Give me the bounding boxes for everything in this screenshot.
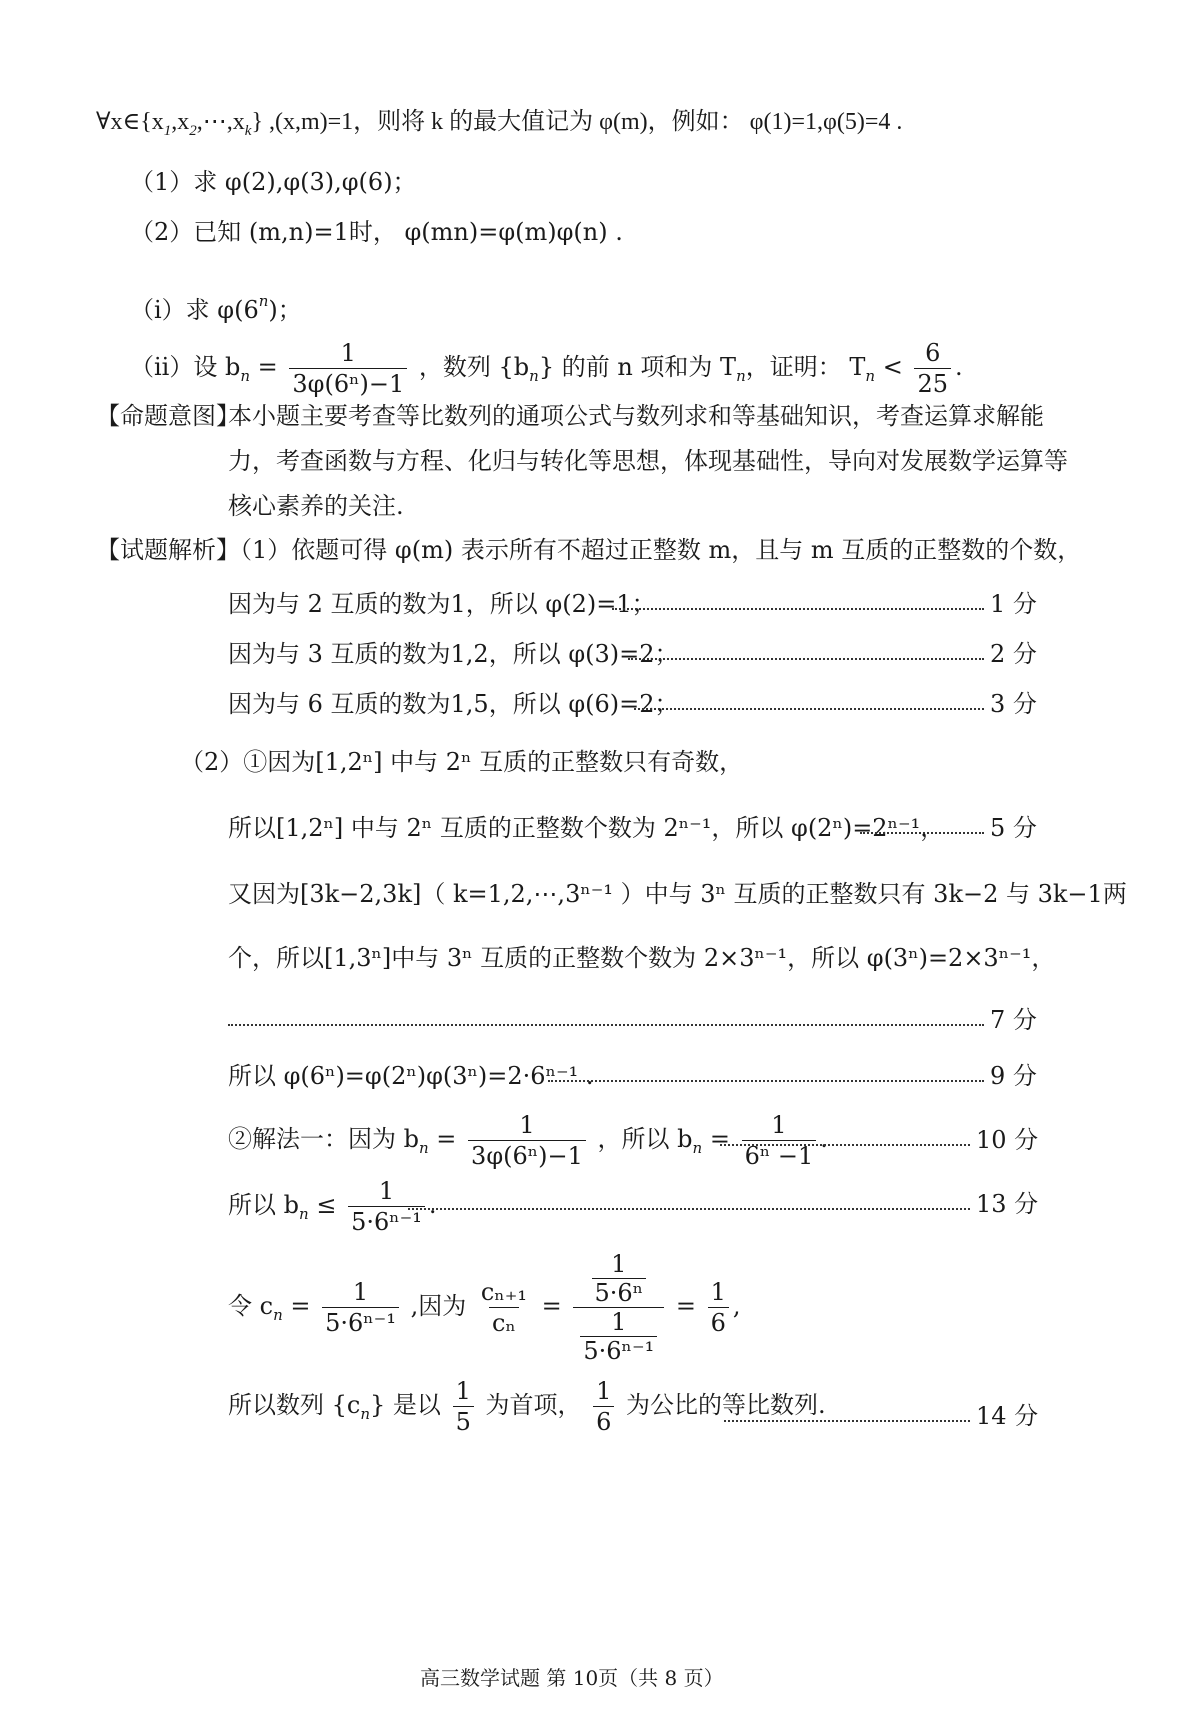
dots-2 <box>628 658 984 660</box>
step-6: 又因为[3k−2,3k]（ k=1,2,⋯,3ⁿ⁻¹ ）中与 3ⁿ 互质的正整数只有 3k−2 与 3k−1两 <box>228 880 1127 908</box>
step-c: 令 $c_n$ = $\frac{1}{\text{5·6ⁿ⁻¹}}$ ,因为 $\frac{\text{cₙ₊₁}}{\text{cₙ}}$ = $\frac{\frac{1}{\text{5·6ⁿ}}}{\frac{1}{\text{5·6ⁿ⁻¹}}}$ = $\frac{1}{6}$ , <box>228 1250 741 1365</box>
s14-text-d: 为公比的等比数列. <box>626 1391 826 1419</box>
question-1: （1）求 φ(2),φ(3),φ(6)； <box>130 168 417 196</box>
s14-fraction-2: $\frac{1}{6}$ <box>593 1376 614 1437</box>
q2ii-text-d: ，证明： T <box>745 353 866 381</box>
score-14: 14 分 <box>976 1402 1039 1430</box>
s10-fraction-2: $\frac{1}{\text{6ⁿ −1}}$ <box>742 1110 817 1171</box>
q2ii-text-e: < <box>882 353 903 381</box>
page-footer: 高三数学试题 第 10页（共 8 页） <box>420 1666 724 1690</box>
dots-7 <box>228 1024 984 1026</box>
score-9: 9 分 <box>990 1062 1037 1090</box>
dots-1 <box>612 608 984 610</box>
step-4: （2）①因为[1,2ⁿ] 中与 2ⁿ 互质的正整数只有奇数， <box>180 748 744 776</box>
intent-line-2: 力，考查函数与方程、化归与转化等思想，体现基础性，导向对发展数学运算等 <box>228 447 1068 475</box>
s13-fraction: $\frac{1}{\text{5·6ⁿ⁻¹}}$ <box>348 1176 425 1237</box>
intro-text-b: ,(x,m)=1，则将 k 的最大值记为 φ(m)，例如： φ(1)=1,φ(5)=4 . <box>268 109 903 135</box>
q2ii-fraction-2: $\frac{6}{25}$ <box>914 338 951 399</box>
score-7: 7 分 <box>990 1006 1037 1034</box>
q2i-text-a: （i）求 φ(6 <box>130 296 259 324</box>
step-3: 因为与 6 互质的数为1,5，所以 φ(6)=2； <box>228 690 679 718</box>
analysis-line-1: （1）依题可得 φ(m) 表示所有不超过正整数 m，且与 m 互质的正整数的个数， <box>228 536 1082 564</box>
dots-14 <box>724 1420 970 1422</box>
dots-13 <box>408 1208 970 1210</box>
step-5: 所以[1,2ⁿ] 中与 2ⁿ 互质的正整数个数为 2ⁿ⁻¹，所以 φ(2ⁿ)=2ⁿ⁻¹， <box>228 814 945 842</box>
score-5: 5 分 <box>990 814 1037 842</box>
c-nested-fraction: $\frac{\frac{1}{\text{5·6ⁿ}}}{\frac{1}{\text{5·6ⁿ⁻¹}}}$ <box>573 1250 664 1365</box>
q2ii-text-a: （ii）设 b <box>130 353 241 381</box>
step-2: 因为与 3 互质的数为1,2，所以 φ(3)=2； <box>228 640 679 668</box>
s10-fraction: $\frac{1}{\text{3φ(6ⁿ)−1}}$ <box>468 1110 586 1171</box>
q2ii-text-c: } 的前 n 项和为 T <box>538 353 737 381</box>
intent-label: 【命题意图】 <box>96 402 240 430</box>
step-10: ②解法一：因为 $b_n$ = $\frac{1}{\text{3φ(6ⁿ)−1}}$ ，所以 $b_n$ = $\frac{1}{\text{6ⁿ −1}}$ . <box>228 1111 828 1170</box>
c-ratio-fraction: $\frac{\text{cₙ₊₁}}{\text{cₙ}}$ <box>480 1278 528 1337</box>
dots-9 <box>548 1080 984 1082</box>
step-1: 因为与 2 互质的数为1，所以 φ(2)=1； <box>228 590 656 618</box>
question-2-ii: （ii）设 $b_n$ = $\frac{1}{\text{3φ(6ⁿ)−1}}$ ，数列 $\{b_n\}$ 的前 n 项和为 $T_n$，证明： $T_n$ < $\frac{6}{25}$ . <box>130 339 963 398</box>
q2ii-fraction: $\frac{1}{\text{3φ(6ⁿ)−1}}$ <box>289 338 407 399</box>
intro-line: $\forall x\in\{x_1,x_2,\cdots,x_k\}$ ,(x,m)=1，则将 k 的最大值记为 φ(m)，例如： φ(1)=1,φ(5)=4 . <box>96 109 903 139</box>
analysis-label: 【试题解析】 <box>96 536 240 564</box>
s14-text-c: 为首项， <box>485 1391 582 1419</box>
step-13: 所以 $b_n$ ≤ $\frac{1}{\text{5·6ⁿ⁻¹}}$ . <box>228 1177 437 1236</box>
s14-text-a: 所以数列 {c <box>228 1391 361 1419</box>
score-1: 1 分 <box>990 590 1037 618</box>
score-10: 10 分 <box>976 1126 1039 1154</box>
s14-fraction: $\frac{1}{5}$ <box>453 1376 474 1437</box>
dots-10 <box>720 1144 970 1146</box>
intro-text-a: ∀x∈{x <box>96 109 164 135</box>
score-13: 13 分 <box>976 1190 1039 1218</box>
intent-line-1: 本小题主要考查等比数列的通项公式与数列求和等基础知识，考查运算求解能 <box>228 402 1044 430</box>
c-result-fraction: $\frac{1}{6}$ <box>708 1277 729 1338</box>
c-text-b: ,因为 <box>410 1292 467 1320</box>
dots-3 <box>634 708 984 710</box>
s10-text-b: ，所以 b <box>597 1125 693 1153</box>
step-9: 所以 φ(6ⁿ)=φ(2ⁿ)φ(3ⁿ)=2·6ⁿ⁻¹ . <box>228 1062 594 1090</box>
step-14: 所以数列 $\{c_n\}$ 是以 $\frac{1}{5}$ 为首项， $\frac{1}{6}$ 为公比的等比数列. <box>228 1377 826 1436</box>
score-3: 3 分 <box>990 690 1037 718</box>
question-2: （2）已知 (m,n)=1时， φ(mn)=φ(m)φ(n) . <box>130 218 623 246</box>
dots-5 <box>860 832 984 834</box>
s10-text-a: ②解法一：因为 b <box>228 1125 419 1153</box>
q2i-text-b: )； <box>268 296 302 324</box>
score-2: 2 分 <box>990 640 1037 668</box>
q2ii-text-b: ，数列 {b <box>418 353 530 381</box>
step-7: 个，所以[1,3ⁿ]中与 3ⁿ 互质的正整数个数为 2×3ⁿ⁻¹，所以 φ(3ⁿ)=2×3ⁿ⁻¹， <box>228 944 1056 972</box>
s14-text-b: } 是以 <box>370 1391 441 1419</box>
s13-text-b: ≤ <box>316 1191 337 1219</box>
c-text-a: 令 c <box>228 1292 274 1320</box>
question-2-i: （i）求 φ(6$^n$)； <box>130 292 302 324</box>
intent-line-3: 核心素养的关注. <box>228 492 404 520</box>
s13-text-a: 所以 b <box>228 1191 299 1219</box>
c-fraction: $\frac{1}{\text{5·6ⁿ⁻¹}}$ <box>322 1277 399 1338</box>
